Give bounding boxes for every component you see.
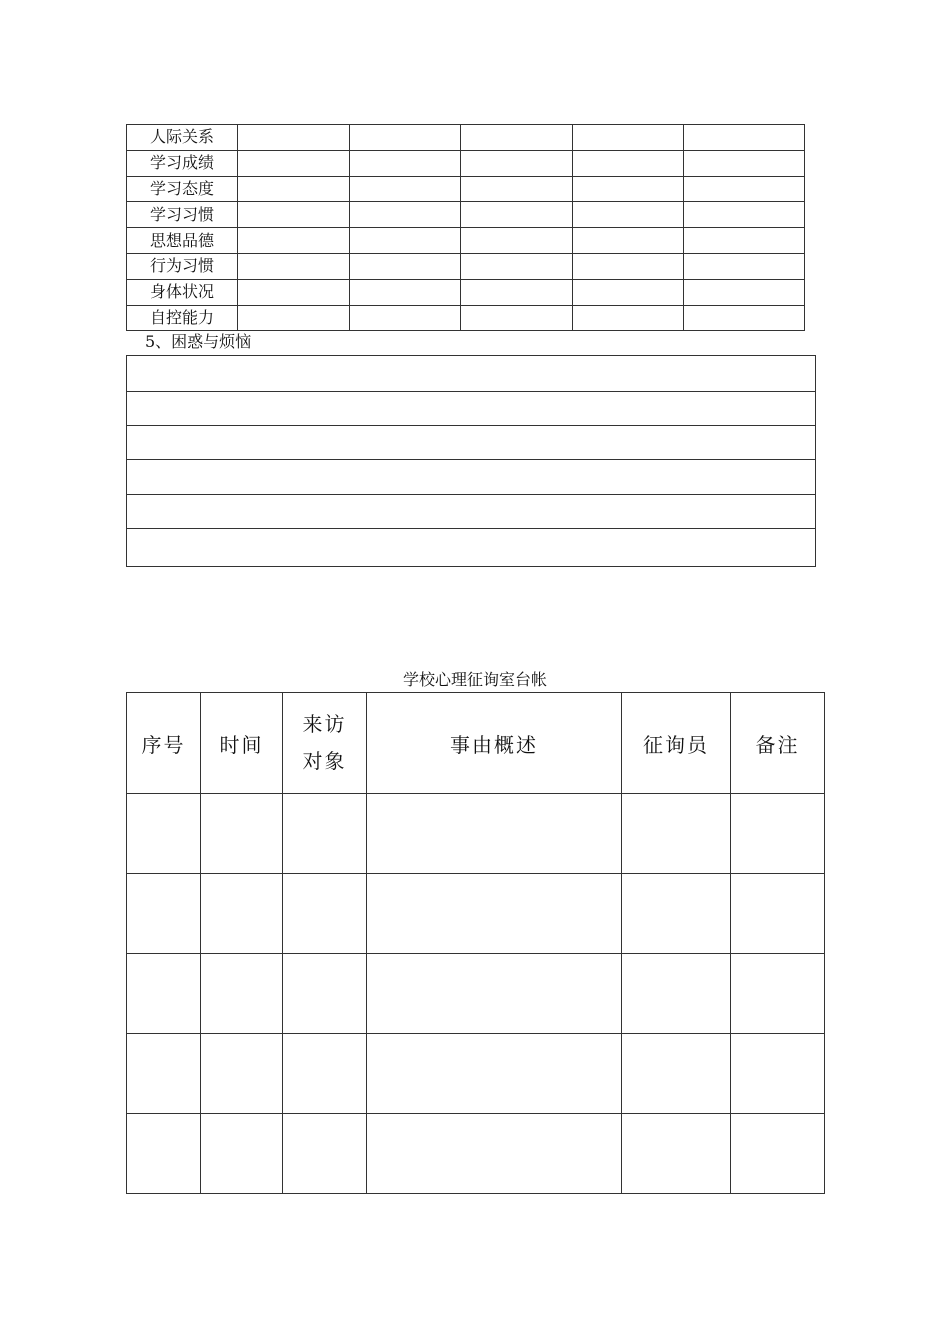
rating-row (127, 228, 805, 254)
ledger-cell[interactable] (622, 1114, 731, 1194)
trouble-line (127, 460, 816, 495)
rating-cell[interactable] (238, 228, 350, 254)
rating-cell[interactable] (350, 228, 461, 254)
rating-cell[interactable] (238, 279, 350, 305)
rating-cell[interactable] (350, 253, 461, 279)
rating-row-label: 人际关系 (127, 125, 238, 151)
ledger-cell[interactable] (201, 954, 283, 1034)
ledger-cell[interactable] (127, 794, 201, 874)
ledger-cell[interactable] (201, 794, 283, 874)
rating-table (126, 124, 805, 331)
ledger-cell[interactable] (731, 1114, 825, 1194)
rating-cell[interactable] (684, 202, 805, 228)
header-time: 时间 (201, 693, 283, 794)
rating-cell[interactable] (461, 305, 573, 331)
rating-row (127, 150, 805, 176)
ledger-cell[interactable] (622, 954, 731, 1034)
ledger-cell[interactable] (731, 954, 825, 1034)
rating-cell[interactable] (573, 176, 684, 202)
rating-cell[interactable] (461, 253, 573, 279)
rating-cell[interactable] (238, 176, 350, 202)
rating-cell[interactable] (238, 305, 350, 331)
rating-cell[interactable] (238, 253, 350, 279)
trouble-line-cell[interactable] (127, 392, 816, 426)
header-summary: 事由概述 (367, 693, 622, 794)
ledger-cell[interactable] (731, 874, 825, 954)
ledger-cell[interactable] (367, 794, 622, 874)
trouble-line-cell[interactable] (127, 460, 816, 495)
rating-cell[interactable] (684, 125, 805, 151)
rating-cell[interactable] (573, 305, 684, 331)
rating-cell[interactable] (684, 150, 805, 176)
rating-cell[interactable] (684, 228, 805, 254)
rating-cell[interactable] (238, 202, 350, 228)
trouble-line (127, 426, 816, 460)
trouble-line (127, 529, 816, 567)
rating-cell[interactable] (461, 202, 573, 228)
ledger-cell[interactable] (367, 1114, 622, 1194)
rating-cell[interactable] (461, 279, 573, 305)
ledger-row (127, 874, 825, 954)
ledger-cell[interactable] (283, 954, 367, 1034)
ledger-cell[interactable] (731, 1034, 825, 1114)
trouble-line (127, 495, 816, 529)
rating-cell[interactable] (684, 176, 805, 202)
ledger-header-row (127, 693, 825, 794)
ledger-cell[interactable] (622, 1034, 731, 1114)
ledger-cell[interactable] (283, 1114, 367, 1194)
rating-row (127, 253, 805, 279)
ledger-row (127, 954, 825, 1034)
header-visitor-line2: 对象 (302, 749, 347, 773)
header-remarks: 备注 (731, 693, 825, 794)
rating-cell[interactable] (461, 176, 573, 202)
rating-row-label: 学习成绩 (127, 150, 238, 176)
trouble-line-cell[interactable] (127, 495, 816, 529)
rating-cell[interactable] (461, 150, 573, 176)
rating-row-label: 自控能力 (127, 305, 238, 331)
rating-row-label: 行为习惯 (127, 253, 238, 279)
rating-row-label: 思想品德 (127, 228, 238, 254)
rating-cell[interactable] (573, 125, 684, 151)
ledger-cell[interactable] (367, 1034, 622, 1114)
ledger-cell[interactable] (622, 874, 731, 954)
trouble-lines-table (126, 355, 816, 567)
ledger-cell[interactable] (283, 1034, 367, 1114)
rating-cell[interactable] (350, 202, 461, 228)
rating-row (127, 176, 805, 202)
ledger-cell[interactable] (201, 1114, 283, 1194)
trouble-line (127, 392, 816, 426)
rating-row (127, 279, 805, 305)
ledger-cell[interactable] (283, 794, 367, 874)
ledger-row (127, 794, 825, 874)
header-no: 序号 (127, 693, 201, 794)
header-counselor: 征询员 (622, 693, 731, 794)
ledger-cell[interactable] (622, 794, 731, 874)
ledger-row (127, 1114, 825, 1194)
trouble-line-cell[interactable] (127, 529, 816, 567)
rating-cell[interactable] (573, 150, 684, 176)
rating-row-label: 学习态度 (127, 176, 238, 202)
rating-row-label: 学习习惯 (127, 202, 238, 228)
rating-cell[interactable] (573, 279, 684, 305)
rating-cell[interactable] (573, 253, 684, 279)
rating-cell[interactable] (350, 305, 461, 331)
section-5-heading: 5、困惑与烦恼 (145, 332, 252, 351)
rating-cell[interactable] (573, 202, 684, 228)
ledger-table (126, 692, 825, 1194)
rating-cell[interactable] (350, 279, 461, 305)
header-visitor-line1: 来访 (302, 712, 347, 736)
rating-cell[interactable] (350, 125, 461, 151)
trouble-line (127, 356, 816, 392)
ledger-title: 学校心理征询室台帐 (402, 670, 547, 689)
rating-cell[interactable] (573, 228, 684, 254)
rating-row (127, 305, 805, 331)
ledger-cell[interactable] (127, 1034, 201, 1114)
rating-cell[interactable] (461, 228, 573, 254)
rating-cell[interactable] (684, 253, 805, 279)
ledger-cell[interactable] (201, 874, 283, 954)
ledger-cell[interactable] (127, 1114, 201, 1194)
rating-cell[interactable] (238, 150, 350, 176)
rating-cell[interactable] (461, 125, 573, 151)
rating-row (127, 125, 805, 151)
rating-cell[interactable] (684, 279, 805, 305)
trouble-line-cell[interactable] (127, 426, 816, 460)
ledger-cell[interactable] (731, 794, 825, 874)
ledger-cell[interactable] (367, 954, 622, 1034)
rating-cell[interactable] (684, 305, 805, 331)
ledger-cell[interactable] (367, 874, 622, 954)
ledger-cell[interactable] (283, 874, 367, 954)
ledger-cell[interactable] (127, 954, 201, 1034)
trouble-line-cell[interactable] (127, 356, 816, 392)
rating-cell[interactable] (350, 150, 461, 176)
ledger-cell[interactable] (201, 1034, 283, 1114)
rating-cell[interactable] (238, 125, 350, 151)
rating-row-label: 身体状况 (127, 279, 238, 305)
rating-cell[interactable] (350, 176, 461, 202)
rating-row (127, 202, 805, 228)
header-visitor (283, 693, 367, 794)
ledger-row (127, 1034, 825, 1114)
ledger-cell[interactable] (127, 874, 201, 954)
